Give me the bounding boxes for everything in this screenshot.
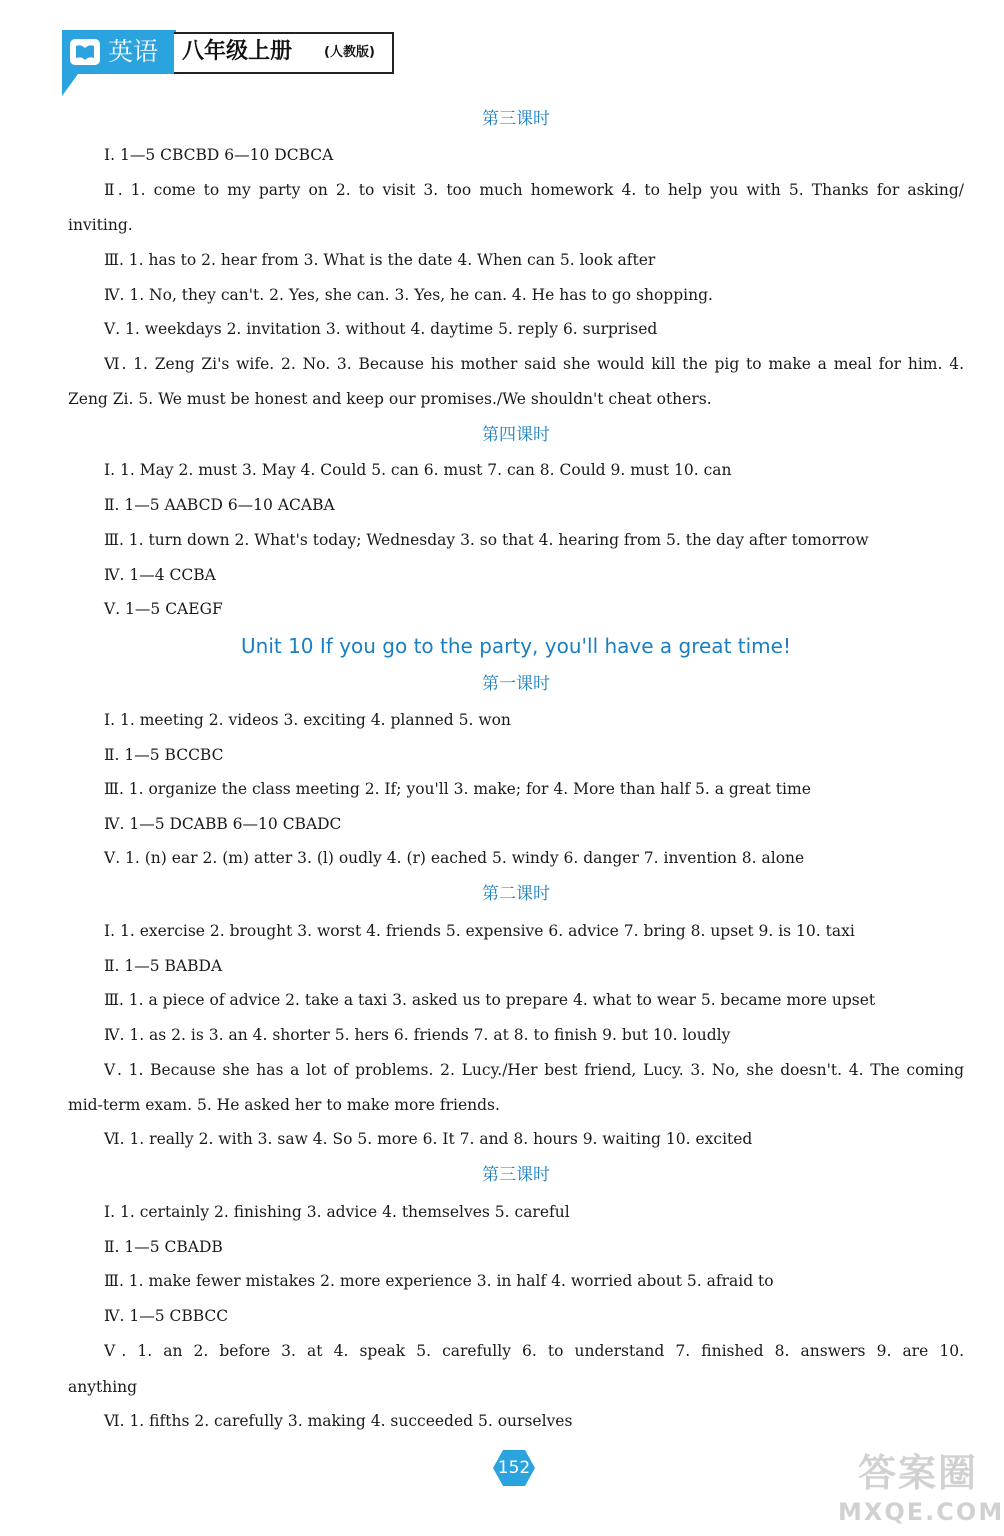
answer-line: Ⅰ. 1—5 CBCBD 6—10 DCBCA xyxy=(104,146,334,164)
section-title: 第三课时 xyxy=(482,1165,550,1185)
answer-line: Ⅴ. 1. weekdays 2. invitation 3. without 4. daytime 5. reply 6. surprised xyxy=(104,320,658,338)
answer-line: Ⅵ. 1. fifths 2. carefully 3. making 4. succeeded 5. ourselves xyxy=(104,1412,573,1430)
section-title: 第三课时 xyxy=(482,109,550,129)
answer-line: Ⅰ. 1. certainly 2. finishing 3. advice 4. themselves 5. careful xyxy=(104,1203,570,1221)
section-title: 第二课时 xyxy=(482,884,550,904)
grade-box xyxy=(174,32,394,74)
subject-tab xyxy=(62,30,176,74)
watermark-logo-text: 答案圈 xyxy=(857,1451,978,1495)
page-number-badge xyxy=(492,1448,536,1488)
answer-line: Ⅴ. 1—5 CAEGF xyxy=(104,600,223,618)
answer-line: Ⅲ. 1. organize the class meeting 2. If; you'll 3. make; for 4. More than half 5. a great time xyxy=(104,780,811,798)
answer-line: Ⅳ. 1. No, they can't. 2. Yes, she can. 3. Yes, he can. 4. He has to go shopping. xyxy=(104,286,713,304)
answer-line: Ⅱ. 1—5 AABCD 6—10 ACABA xyxy=(104,496,335,514)
section-title: 第一课时 xyxy=(482,674,550,694)
answer-line: Ⅰ. 1. exercise 2. brought 3. worst 4. friends 5. expensive 6. advice 7. bring 8. upset 9. is 10. taxi xyxy=(104,922,855,940)
answer-line: Ⅴ. 1. Because she has a lot of problems. 2. Lucy./Her best friend, Lucy. 3. No, she doesn't. 4. The coming xyxy=(104,1061,964,1079)
answer-line: Zeng Zi. 5. We must be honest and keep our promises./We shouldn't cheat others. xyxy=(68,390,712,408)
answer-line: anything xyxy=(68,1378,138,1396)
subject-label: 英语 xyxy=(108,37,159,66)
answer-line: Ⅳ. 1—5 DCABB 6—10 CBADC xyxy=(104,815,342,833)
book-logo-icon xyxy=(70,39,100,65)
watermark xyxy=(838,1442,1004,1532)
section-title: 第四课时 xyxy=(482,425,550,445)
unit-title: Unit 10 If you go to the party, you'll have a great time! xyxy=(241,634,791,658)
answer-line: Ⅲ. 1. turn down 2. What's today; Wednesday 3. so that 4. hearing from 5. the day after tomorrow xyxy=(104,531,869,549)
answer-line: Ⅱ. 1—5 CBADB xyxy=(104,1238,223,1256)
answer-line: Ⅲ. 1. a piece of advice 2. take a taxi 3. asked us to prepare 4. what to wear 5. became more upset xyxy=(104,991,876,1009)
answer-line: inviting. xyxy=(68,216,133,234)
answer-line: mid-term exam. 5. He asked her to make more friends. xyxy=(68,1096,500,1114)
grade-label: 八年级上册 xyxy=(182,39,293,64)
answer-line: Ⅱ. 1—5 BABDA xyxy=(104,957,223,975)
answer-line: Ⅵ. 1. really 2. with 3. saw 4. So 5. more 6. It 7. and 8. hours 9. waiting 10. excited xyxy=(104,1130,753,1148)
header-tail xyxy=(62,74,78,96)
answer-line: Ⅴ. 1. an 2. before 3. at 4. speak 5. carefully 6. to understand 7. finished 8. answers 9. are 10. xyxy=(104,1342,964,1360)
answer-line: Ⅱ. 1—5 BCCBC xyxy=(104,746,224,764)
answer-line: Ⅰ. 1. May 2. must 3. May 4. Could 5. can 6. must 7. can 8. Could 9. must 10. can xyxy=(104,461,732,479)
edition-label: (人教版) xyxy=(324,45,375,60)
answer-line: Ⅴ. 1. (n) ear 2. (m) atter 3. (l) oudly 4. (r) eached 5. windy 6. danger 7. invention 8. alone xyxy=(104,849,805,867)
page-number: 152 xyxy=(497,1458,531,1478)
answer-line: Ⅰ. 1. meeting 2. videos 3. exciting 4. planned 5. won xyxy=(104,711,511,729)
answer-line: Ⅵ. 1. Zeng Zi's wife. 2. No. 3. Because his mother said she would kill the pig to make a meal for him. 4. xyxy=(104,355,964,373)
answer-line: Ⅳ. 1—4 CCBA xyxy=(104,566,216,584)
answer-line: Ⅱ. 1. come to my party on 2. to visit 3. too much homework 4. to help you with 5. Thanks for asking/ xyxy=(104,181,964,199)
answer-line: Ⅳ. 1—5 CBBCC xyxy=(104,1307,229,1325)
answer-line: Ⅲ. 1. make fewer mistakes 2. more experience 3. in half 4. worried about 5. afraid to xyxy=(104,1272,774,1290)
answer-line: Ⅳ. 1. as 2. is 3. an 4. shorter 5. hers 6. friends 7. at 8. to finish 9. but 10. loudly xyxy=(104,1026,731,1044)
page-header xyxy=(62,30,402,76)
watermark-url: MXQE.COM xyxy=(838,1498,1004,1526)
answer-line: Ⅲ. 1. has to 2. hear from 3. What is the date 4. When can 5. look after xyxy=(104,251,656,269)
